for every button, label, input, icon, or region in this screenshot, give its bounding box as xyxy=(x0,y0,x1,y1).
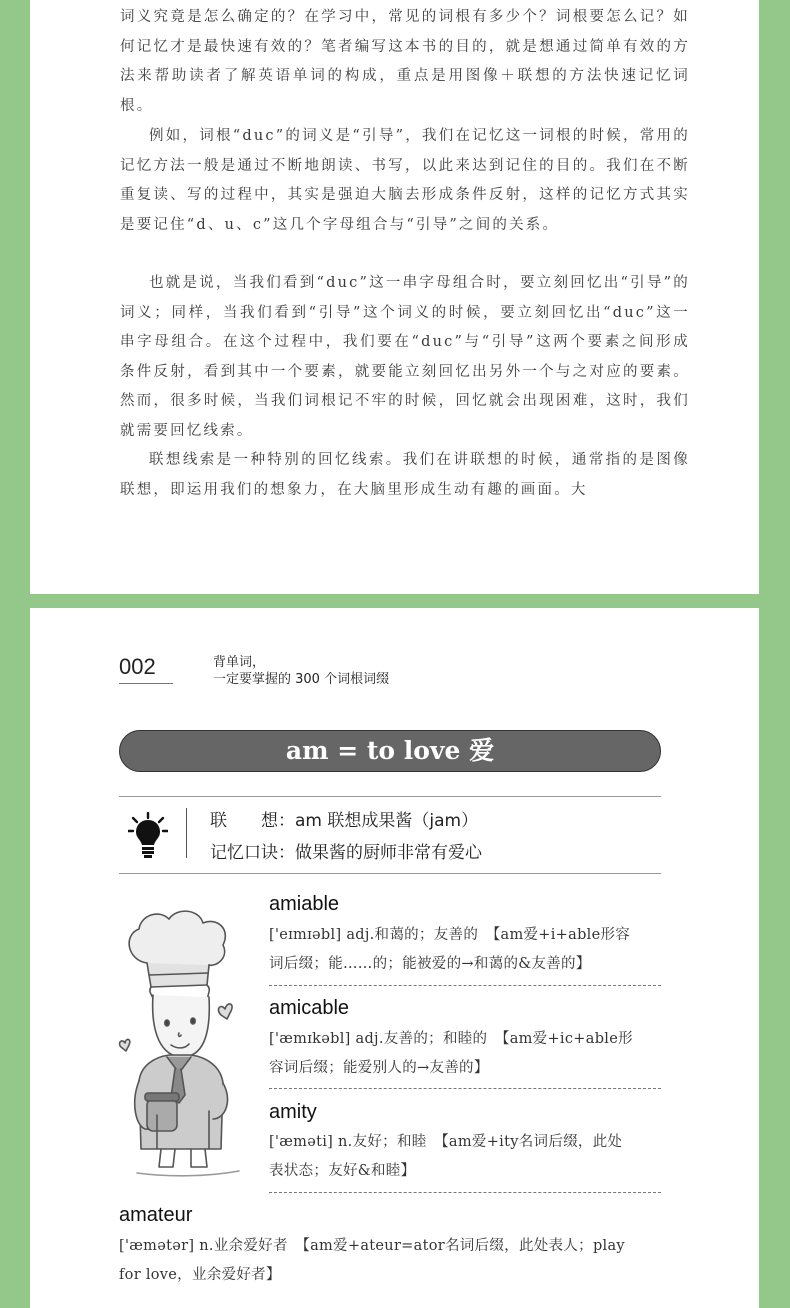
entry-def-line: for love，业余爱好者】 xyxy=(119,1267,281,1283)
entry-def-line: ['æməti] n.友好；和睦 【am爱+ity名词后缀，此处 xyxy=(269,1134,623,1150)
divider-top xyxy=(119,796,661,797)
running-head-line2: 一定要掌握的 300 个词根词缀 xyxy=(213,672,390,687)
entry-def-amicable xyxy=(269,1025,664,1083)
chef-illustration xyxy=(117,905,259,1183)
entry-word-amiable: amiable xyxy=(269,893,340,915)
entry-def-amateur xyxy=(119,1232,664,1290)
entry-def-amiable xyxy=(269,921,664,979)
entry-word-amateur: amateur xyxy=(119,1204,193,1226)
entry-divider xyxy=(269,985,661,986)
tip-divider xyxy=(186,808,187,858)
running-head xyxy=(213,654,389,688)
entry-def-line: ['æmɪkəbl] adj.友善的；和睦的 【am爱+ic+able形 xyxy=(269,1031,633,1047)
mnemonic-text: 做果酱的厨师非常有爱心 xyxy=(295,843,482,863)
entry-def-line: 词后缀；能……的；能被爱的→和蔼的&友善的】 xyxy=(269,956,591,972)
entry-word-amicable: amicable xyxy=(269,997,350,1019)
entry-word-amity: amity xyxy=(269,1101,317,1123)
intro-paragraph-3: 也就是说，当我们看到“duc”这一串字母组合时，要立刻回忆出“引导”的词义；同样，当我们看到“引导”这个词义的时候，要立刻回忆出“duc”这一串字母组合。在这个过程中，我们要在“duc”与“引导”这两个要素之间形成条件反射，看到其中一个要素，就要能立刻回忆出另外一个与之对应的要素。然而，很多时候，当我们词根记不牢的时候，回忆就会出现困难，这时，我们就需要回忆线索。 xyxy=(120,275,690,439)
entry-divider xyxy=(269,1192,661,1193)
intro-paragraph-4: 联想线索是一种特别的回忆线索。我们在讲联想的时候，通常指的是图像联想，即运用我们的想象力，在大脑里形成生动有趣的画面。大 xyxy=(120,452,690,498)
divider-bottom xyxy=(119,873,661,874)
association-line xyxy=(210,806,478,831)
entry-divider xyxy=(269,1088,661,1089)
running-head-line1: 背单词， xyxy=(213,655,266,670)
intro-paragraph-2: 例如，词根“duc”的词义是“引导”，我们在记忆这一词根的时候，常用的记忆方法一般是通过不断地朗读、书写，以此来达到记住的目的。我们在不断重复读、写的过程中，其实是强迫大脑去形成条件反射，这样的记忆方式其实是要记住“d、u、c”这几个字母组合与“引导”之间的关系。 xyxy=(120,128,690,233)
root-banner: am = to love 爱 xyxy=(119,730,661,772)
entry-def-line: 容词后缀；能爱别人的→友善的】 xyxy=(269,1060,489,1076)
entry-def-amity xyxy=(269,1128,664,1186)
page-number: 002 xyxy=(119,654,173,684)
association-label: 联 想： xyxy=(210,811,295,831)
association-text: am 联想成果酱（jam） xyxy=(295,811,479,831)
lightbulb-icon xyxy=(128,812,168,858)
mnemonic-line xyxy=(210,838,482,863)
entry-def-line: 表状态；友好&和睦】 xyxy=(269,1163,416,1179)
mnemonic-label: 记忆口诀： xyxy=(210,843,295,863)
entry-def-line: ['eɪmɪəbl] adj.和蔼的；友善的 【am爱+i+able形容 xyxy=(269,927,631,943)
intro-paragraph-1: 词义究竟是怎么确定的？在学习中，常见的词根有多少个？词根要怎么记？如何记忆才是最快速有效的？笔者编写这本书的目的，就是想通过简单有效的方法来帮助读者了解英语单词的构成，重点是用图像＋联想的方法快速记忆词根。 xyxy=(120,9,690,114)
entry-def-line: ['æmətər] n.业余爱好者 【am爱+ateur=ator名词后缀，此处表人；play xyxy=(119,1238,625,1254)
